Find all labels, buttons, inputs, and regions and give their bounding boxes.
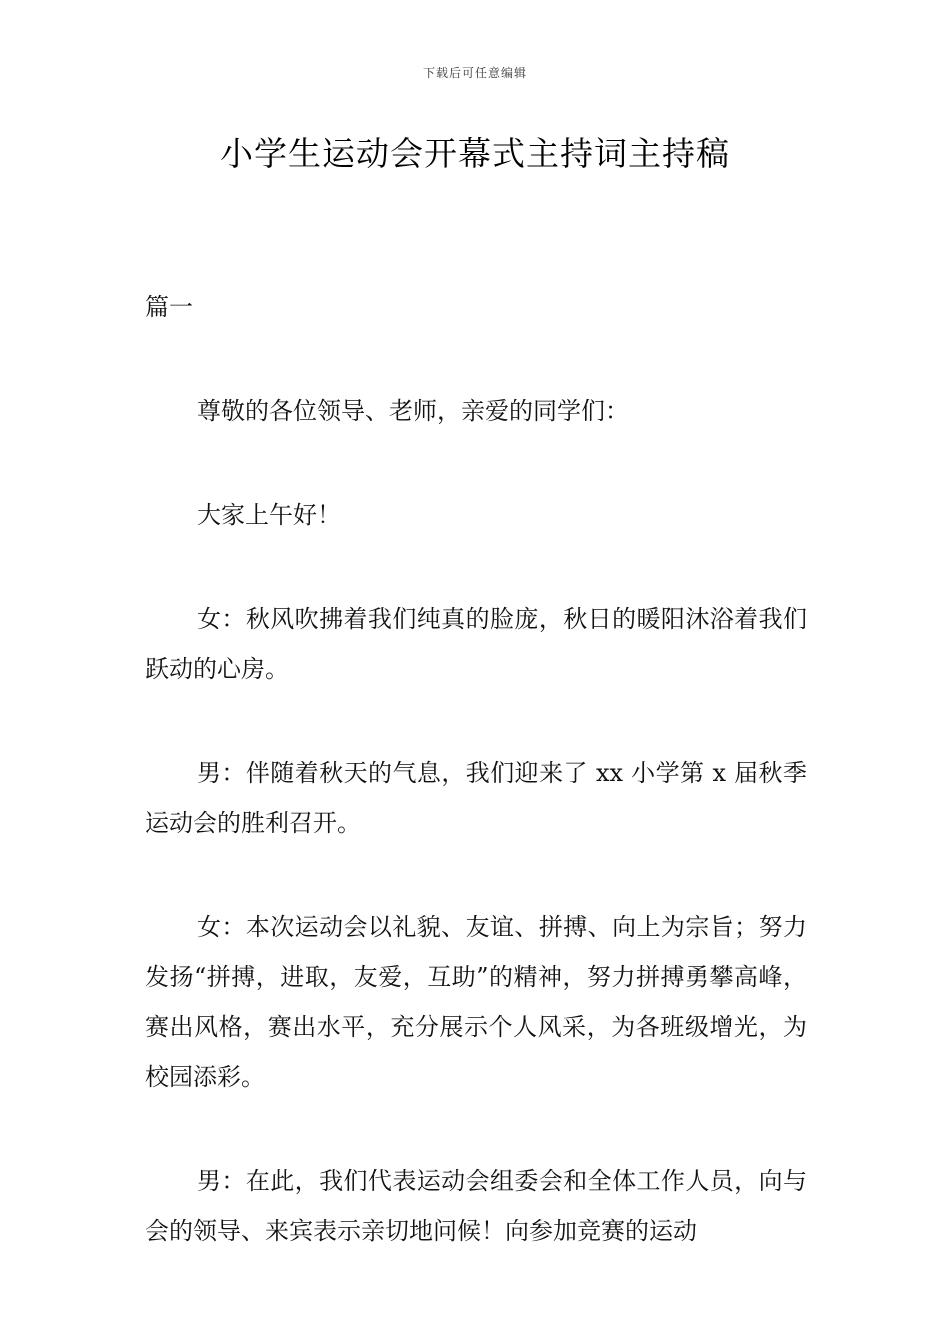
document-body (145, 282, 807, 1310)
paragraph-female-1: 女：秋风吹拂着我们纯真的脸庞，秋日的暖阳沐浴着我们跃动的心房。 (145, 605, 807, 683)
paragraph-male-2: 男：在此，我们代表运动会组委会和全体工作人员，向与会的领导、来宾表示亲切地问候！向参加竞赛的运动 (145, 1167, 807, 1245)
paragraph-female-2: 女：本次运动会以礼貌、友谊、拼搏、向上为宗旨；努力发扬“拼搏，进取，友爱，互助”的精神，努力拼搏勇攀高峰，赛出风格，赛出水平，充分展示个人风采，为各班级增光，为校园添彩。 (145, 913, 807, 1091)
paragraph-greeting: 尊敬的各位领导、老师，亲爱的同学们： (197, 397, 629, 425)
paragraph-male-1: 男：伴随着秋天的气息，我们迎来了 xx 小学第 x 届秋季运动会的胜利召开。 (145, 759, 807, 837)
document-title: 小学生运动会开幕式主持词主持稿 (220, 134, 730, 173)
section-label: 篇一 (145, 293, 193, 321)
header-note: 下载后可任意编辑 (422, 66, 527, 80)
paragraph-good-morning: 大家上午好！ (197, 501, 341, 529)
